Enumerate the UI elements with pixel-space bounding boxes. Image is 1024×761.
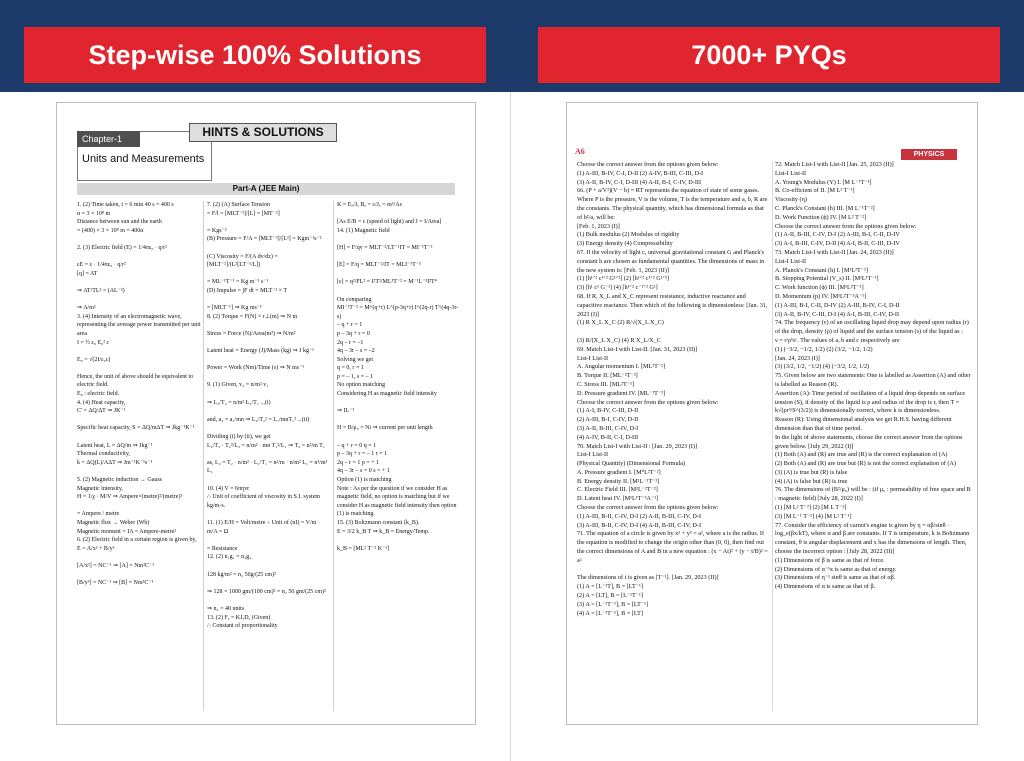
questions-column-2: 72. Match List-I with List-II [Jan. 25, 2023 (II)] List-I List-II A. Young's Modulus (Y) I. [M L⁻¹T⁻¹] B. Co-efficient of II. [M L² T⁻¹] Viscosity (η) C. Planck's Constant (h) III. [M L⁻¹T⁻²] D. Work Function (ϕ) IV. [M L² T⁻²] Choose the correct answer from the options given below: (1) A-II, B-III, C-IV, D-I (2) A-III, B-I, C-II, D-IV (3) A-I, B-III, C-IV, D-II (4) A-I, B-II, C-III, D-IV 73. Match List-I with List-II [Jan. 24, 2023 (II)] List-I List-II A. Planck's Constant (h) I. [M¹L²T⁻²] B. Stopping Potential (V_s) II. [M¹L¹T⁻¹] C. Work function (ϕ) III. [M¹L²T⁻¹] D. Momentum (p) IV. [M¹L²T⁻³A⁻¹] (1) A-III, B-I, C-II, D-IV (2) A-III, B-IV, C-I, D-II (3) A-II, B-IV, C-III, D-I (4) A-I, B-III, C-IV, D-II 74. The frequency (ν) of an oscillating liquid drop may depend upon radius (r) of the drop, density (ρ) of liquid and the surface tension (s) of the liquid as : ν = rᵃρᵇsᶜ. The values of a, b and c respectively are (1) (−3/2, −1/2, 1/2) (2) (3/2, −1/2, 1/2) [Jan. 24, 2023 (I)] (3) (3/2, 1/2, −1/2) (4) (−3/2, 1/2, 1/2) 75. Given below are two statements: One is labelled as Assertion (A) and other is labelled as Reason (R). Assertion (A): Time period of oscillation of a liquid drop depends on surface tension (S), if density of the liquid is ρ and radius of the drop is r, then T = k√(ρr³/S^(3/2)) is dimensionally correct, where k is dimensionless. Reason (R): Using dimensional analysis we get R.H.S. having different dimension than that of time period. In the light of above statements, choose the correct answer from the options given below. [July 29, 2022 (I)] (1) Both (A) and (R) are true and (R) is the correct explanation of (A) (2) Both (A) and (R) are true but (R) is not the correct explanation of (A) (3) (A) is true but (R) is false (4) (A) is false but (R) is true 76. The dimensions of (B²/μ₀) will be : (if μ₀ : permeability of free space and B : magnetic field) [July 28, 2022 (I)] (1) [M L² T⁻²] (2) [M L T⁻²] (3) [M L⁻¹ T⁻²] (4) [M L² T⁻¹] 77. Consider the efficiency of carnot's engine is given by η = αβ/sinθ · log_e(βx/kT), where α and β are constants. If T is temperature, k is Boltzmann constant, θ is angular displacement and x has the dimensions of length. Then, choose the incorrect option : [July 28, 2022 (II)] (1) Dimensions of β is same as that of force. (2) Dimensions of α⁻¹x is same as that of energy. (3) Dimensions of η⁻¹ sinθ is same as that of αβ. (4) Dimensions of α is same as that of β. [775,161,971,591]
chapter-label: Chapter-1 [77,131,140,147]
page-divider [510,92,511,761]
solutions-column-1: 1. (2) Time taken, t = 6 min 40 s = 400 s α = 3 × 10⁸ m Distance between sun and the earth = (400) × 3 × 10⁸ m = 400α 2. (3) Electric field (E) = 1/4πε₀ · q/r² εE = ε · 1/4πε₀ · q/r² [q] = AT ⇒ AT/TL² = (AL⁻²) ⇒ A/m² 3. (4) Intensity of an electromagnetic wave, representing the average power transmitted per unit area I = ½ ε₀ E₀² c E₀ = √(2I/ε₀c) Hence, the unit of above should be equivalent to electric field. E₀ : electric field. 4. (4) Heat capacity, C' = ΔQ/ΔT ⇒ JK⁻¹ Specific heat capacity, S = ΔQ/mΔT ⇒ Jkg⁻¹K⁻¹ Latent heat, L = ΔQ/m ⇒ Jkg⁻¹ Thermal conductivity, k = ΔQ(L)/AΔT ⇒ Jm⁻¹K⁻¹s⁻¹ 5. (2) Magnetic induction → Gauss Magnetic intensity, H = 1/χ · M/V ⇒ Ampere×(metre)²/(metre)³ = Ampere / metre Magnetic flux → Weber (Wb) Magnetic moment = IA = Ampere-metre² 6. (2) Electric field in a certain region is given by, E = A/x² + B/y³ [A/x²] = NC⁻¹ ⇒ [A] = Nm²C⁻¹ [B/y³] = NC⁻¹ ⇒ [B] = Nm³C⁻¹ [77,202,201,587]
solutions-banner: Step-wise 100% Solutions [24,27,486,83]
page-number: A6 [575,147,585,156]
column-separator [333,201,334,711]
pyq-page [566,102,978,725]
solutions-column-2: 7. (2) (A) Surface Tension = F/l = [MLT⁻²]/[L] = [MT⁻²] = Kgs⁻² (B) Pressure = F/A = [MLT⁻²]/[L²] = Kgm⁻¹s⁻² (C) Viscosity = F/(A dv/dz) = [MLT⁻²]/(L²[LT⁻¹/L]) = ML⁻¹T⁻¹ = Kg m⁻¹ s⁻¹ (D) Impulse = ∫F dt = MLT⁻² × T = [MLT⁻¹] ⇒ Kg ms⁻¹ 8. (2) Torque = F(N) × r⊥(m) ⇒ N m Stress = Force (N)/Area(m²) ⇒ N/m² Latent heat = Energy (J)/Mass (kg) ⇒ J kg⁻¹ Power = Work (Nm)/Time (s) ⇒ N ms⁻¹ 9. (1) Given, v₂ = n/m² v₁ ⇒ L₂/T₂ = n/m² L₁/T₁ ...(i) and, a₂ = a₁/mn ⇒ L₂/T₂² = L₁/mnT₁² ...(ii) Dividing (i) by (ii), we get L₂/T₂ · T₂²/L₂ = n/m² · mn T₁²/L₁ ⇒ T₂ = n²/m T₁ as, L₂ = T₂ · n/m² · L₁/T₁ = n²/m · n/m² L₁ = n³/m³ L₁ 10. (4) V = 6πηvr ∴ Unit of coefficient of viscosity in S.I. system kg/m-s. 11. (1) E/H = Volt/metre ÷ Unit of (nI) = V/m · m/A = Ω = Resistance 12. (2) n₁g₁ = n₂g₂ 128 kg/m² = n₂ 50g/(25 cm)² ⇒ 128 × 1000 gm/(100 cm)² = n₂ 50 gm/(25 cm)² ⇒ n₂ = 40 units 13. (2) Fᵧ = KJₓDᵧ (Given) ∴ Constant of proportionality [207,202,328,630]
questions-column-1: Choose the correct answer from the options given below: (1) A-III, B-IV, C-I, D-II (2) A-IV, B-III, C-III, D-I (3) A-II, B-IV, C-I, D-III (4) A-II, B-I, C-IV, D-III 66. (P + a/V²)(V − b) = RT represents the equation of state of some gases. Where P is the pressure, V is the volume, T is the temperature and a, b, R are the constants. The physical quantity, which has dimensional formula as that of b²/a, will be: [Feb. 1, 2023 (I)] (1) Bulk modulus (2) Modulus of rigidity (3) Energy density (4) Compressibility 67. If the velocity of light c, universal gravitational constant G and Planck's constant h are chosen as fundamental quantities. The dimensions of mass in the new system is: [Feb. 1, 2023 (II)] (1) [h¹ᐟ² c¹ᐟ² G¹ᐟ²] (2) [h¹ᐟ² c¹ᐟ² G¹ᐟ²] (3) [h¹ c¹ G⁻¹] (4) [h¹ᐟ² c⁻¹ᐟ² G¹] 68. If R, X_L and X_C represent resistance, inductive reactance and capacitive reactance. Then which of the following is dimensionless: [Jan. 31, 2023 (I)] (1) R X_L X_C (2) R/√(X_L X_C) (3) R/(X_L X_C) (4) R X_L/X_C 69. Match List-I with List-II. [Jan. 31, 2023 (II)] List-I List-II A. Angular momentum I. [ML²T⁻²] B. Torque II. [ML⁻²T⁻²] C. Stress III. [ML²T⁻¹] D. Pressure gradient IV. [ML⁻¹T⁻²] Choose the correct answer from the options given below: (1) A-I, B-IV, C-III, D-II (2) A-III, B-I, C-IV, D-II (3) A-II, B-III, C-IV, D-I (4) A-IV, B-II, C-I, D-III 70. Match List-I with List-II : [Jan. 29, 2023 (I)] List-I List-II (Physical Quantity) (Dimensional Formula) A. Pressure gradient I. [M⁰L²T⁻²] B. Energy density II. [M¹L⁻¹T⁻²] C. Electric Field III. [M¹L⁻²T⁻²] D. Latent heat IV. [M¹L¹T⁻³A⁻¹] Choose the correct answer from the options given below: (1) A-III, B-II, C-IV, D-I (2) A-II, B-III, C-IV, D-I (3) A-III, B-II, C-IV, D-I (4) A-II, B-III, C-IV, D-I 71. The equation of a circle is given by x² + y² = a², where a is the radius. If the equation is modified to change the origin other than (0, 0), then find out the correct dimensions of A and B in a new equation : (x − At)² + (y − t/B)² = a² The dimensions of t is given as [T⁻¹]. [Jan. 29, 2023 (II)] (1) A = [L⁻¹T], B = [LT⁻¹] (2) A = [LT], B = [L⁻¹T⁻¹] (3) A = [L⁻¹T⁻¹], B = [LT⁻¹] (4) A = [L⁻¹T⁻¹], B = [LT] [577,161,768,617]
column-separator [772,161,773,711]
subject-tag: PHYSICS [901,149,957,160]
chapter-name: Units and Measurements [82,153,205,165]
pyqs-banner: 7000+ PYQs [538,27,1000,83]
solutions-page [56,102,476,725]
hints-solutions-title: HINTS & SOLUTIONS [189,123,337,142]
part-title: Part-A (JEE Main) [77,183,455,195]
solutions-column-3: K = Eₓ/Jₓ Bᵧ = c/Jₓ = m³/As [As E/B = c (speed of light) and J = I/Area] 14. (1) Magnetic field [H] = F/qv = MLT⁻²/LT⁻¹IT = MI⁻¹T⁻² [E] = F/q = MLT⁻²/IT = MLI⁻¹T⁻³ [ε] = q²/FL² = I²T²/ML³T⁻² = M⁻¹L⁻³I²T⁴ On comparing MI⁻¹T⁻² = M^(q+r) L^(p-3q+r) I^(2q-r) T^(4q-3r-s) – q + r = 1 p – 3q + r = 0 2q – r = –1 4q – 3r – s = –2 Solving we get q = 0, r = 1 p = – 1, s = – 1 No option matching Considering H as magnetic field intensity ⇒ IL⁻¹ H = B/μ₀ = Ni ⇒ current per unit length – q + r = 0 q = 1 p – 3q + r = – 1 r = 1 2q – r = 1 p = + 1 4q – 3r – s = 0 s = + 1 Option (1) is matching Note : As per the question if we consider H as magnetic field, no option is matching but if we consider H as magnetic field intensity then option (1) is matching. 15. (3) Boltzmann constant (k_B). E = 3/2 k_B T ⇒ k_B = Energy/Temp. k_B = [ML² T⁻² K⁻¹] [337,202,459,552]
column-separator [203,201,204,711]
